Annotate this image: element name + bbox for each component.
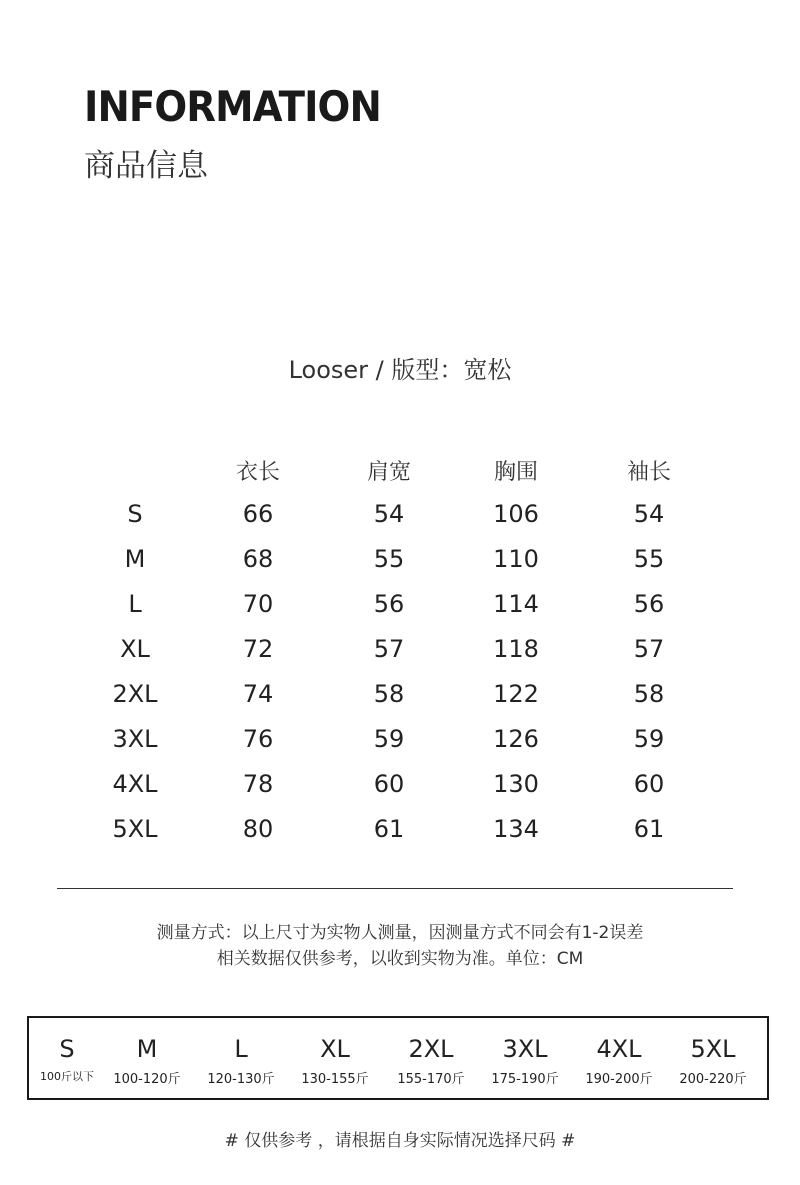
weight-guide-box — [27, 1016, 769, 1100]
weight-guide-size: M — [136, 1035, 158, 1063]
length-value: 74 — [242, 680, 274, 708]
weight-guide-range: 155-170斤 — [397, 1072, 465, 1087]
chest-value: 130 — [493, 770, 539, 798]
weight-guide-size: 4XL — [596, 1035, 642, 1063]
weight-guide-range: 200-220斤 — [679, 1072, 747, 1087]
fit-label: Looser / 版型：宽松 — [288, 356, 512, 384]
sleeve-value: 59 — [633, 725, 665, 753]
size-label: 3XL — [112, 725, 158, 753]
shoulder-value: 57 — [373, 635, 405, 663]
sleeve-value: 56 — [633, 590, 665, 618]
length-value: 76 — [242, 725, 274, 753]
size-label: 4XL — [112, 770, 158, 798]
footer-note: # 仅供参考 ，请根据自身实际情况选择尺码 # — [224, 1131, 576, 1151]
chest-value: 110 — [493, 545, 539, 573]
weight-guide-item — [574, 1018, 664, 1087]
size-label: XL — [120, 635, 150, 663]
column-header-shoulder: 肩宽 — [366, 460, 411, 485]
section-divider — [57, 888, 733, 889]
size-label: S — [127, 500, 143, 528]
shoulder-value: 55 — [373, 545, 405, 573]
length-value: 72 — [242, 635, 274, 663]
reference-note: 相关数据仅供参考，以收到实物为准。单位：CM — [216, 949, 584, 969]
weight-guide-range: 100斤以下 — [40, 1070, 94, 1083]
table-row — [0, 500, 800, 545]
shoulder-value: 58 — [373, 680, 405, 708]
weight-guide-range: 190-200斤 — [585, 1072, 653, 1087]
shoulder-value: 61 — [373, 815, 405, 843]
column-header-length: 衣长 — [235, 460, 280, 485]
weight-guide-size: L — [234, 1035, 248, 1063]
weight-guide-size: XL — [320, 1035, 350, 1063]
page-title-cn: 商品信息 — [84, 148, 208, 184]
weight-guide-item — [480, 1018, 570, 1087]
column-header-sleeve: 袖长 — [626, 460, 671, 485]
size-chart-header-row — [0, 455, 800, 500]
sleeve-value: 55 — [633, 545, 665, 573]
length-value: 80 — [242, 815, 274, 843]
table-row — [0, 590, 800, 635]
chest-value: 118 — [493, 635, 539, 663]
size-label: 5XL — [112, 815, 158, 843]
shoulder-value: 56 — [373, 590, 405, 618]
table-row — [0, 815, 800, 860]
weight-guide-item — [386, 1018, 476, 1087]
chest-value: 126 — [493, 725, 539, 753]
weight-guide-range: 130-155斤 — [301, 1072, 369, 1087]
sleeve-value: 61 — [633, 815, 665, 843]
weight-guide-item — [290, 1018, 380, 1087]
weight-guide-size: 3XL — [502, 1035, 548, 1063]
page-title-en: INFORMATION — [84, 82, 381, 131]
table-row — [0, 635, 800, 680]
weight-guide-size: S — [59, 1035, 75, 1063]
chest-value: 122 — [493, 680, 539, 708]
size-label: 2XL — [112, 680, 158, 708]
table-row — [0, 545, 800, 590]
weight-guide-item — [102, 1018, 192, 1087]
chest-value: 134 — [493, 815, 539, 843]
size-label: L — [128, 590, 142, 618]
column-header-chest: 胸围 — [493, 460, 538, 485]
weight-guide-item — [668, 1018, 758, 1087]
measurement-note: 测量方式：以上尺寸为实物人测量，因测量方式不同会有1-2误差 — [156, 923, 644, 943]
sleeve-value: 54 — [633, 500, 665, 528]
weight-guide-size: 2XL — [408, 1035, 454, 1063]
length-value: 66 — [242, 500, 274, 528]
sleeve-value: 57 — [633, 635, 665, 663]
table-row — [0, 680, 800, 725]
weight-guide-range: 175-190斤 — [491, 1072, 559, 1087]
table-row — [0, 725, 800, 770]
size-chart-table — [0, 455, 800, 860]
sleeve-value: 60 — [633, 770, 665, 798]
weight-guide-range: 100-120斤 — [113, 1072, 181, 1087]
chest-value: 114 — [493, 590, 539, 618]
shoulder-value: 59 — [373, 725, 405, 753]
weight-guide-item — [196, 1018, 286, 1087]
sleeve-value: 58 — [633, 680, 665, 708]
table-row — [0, 770, 800, 815]
length-value: 68 — [242, 545, 274, 573]
shoulder-value: 60 — [373, 770, 405, 798]
length-value: 78 — [242, 770, 274, 798]
weight-guide-item — [22, 1018, 112, 1084]
size-label: M — [124, 545, 146, 573]
chest-value: 106 — [493, 500, 539, 528]
weight-guide-size: 5XL — [690, 1035, 736, 1063]
weight-guide-range: 120-130斤 — [207, 1072, 275, 1087]
shoulder-value: 54 — [373, 500, 405, 528]
length-value: 70 — [242, 590, 274, 618]
